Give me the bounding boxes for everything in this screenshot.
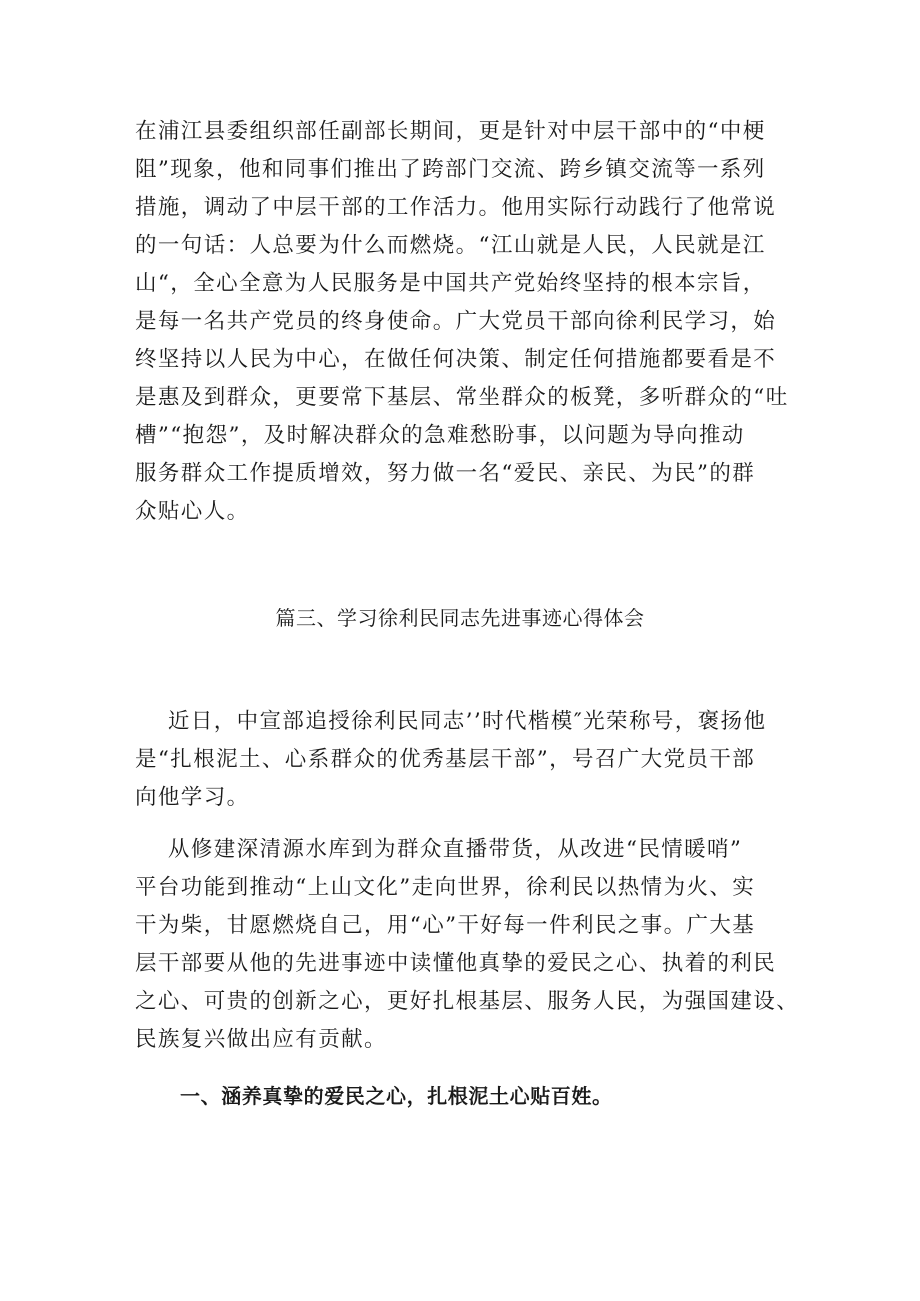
body-text-line: 近日，中宣部追授徐利民同志’’时代楷模″光荣称号，褒扬他 xyxy=(135,709,767,734)
body-text-line: 民族复兴做出应有贡献。 xyxy=(135,1027,387,1052)
subheading: 一、涵养真挚的爱民之心，扎根泥土心贴百姓。 xyxy=(180,1084,613,1108)
body-text-line: 干为柴，甘愿燃烧自己，用“心”干好每一件利民之事。广大基 xyxy=(135,913,756,938)
body-text-line: 层干部要从他的先进事迹中读懂他真挚的爱民之心、执着的利民 xyxy=(135,951,777,976)
body-text-line: 措施，调动了中层干部的工作活力。他用实际行动践行了他常说 xyxy=(135,195,777,220)
body-text-line: 从修建深清源水库到为群众直播带货，从改进“民情暖哨” xyxy=(135,837,743,862)
body-text-line: 的一句话：人总要为什么而燃烧。“江山就是人民，人民就是江 xyxy=(135,233,766,258)
body-text-line: 向他学习。 xyxy=(135,785,250,810)
section-title: 篇三、学习徐利民同志先进事迹心得体会 xyxy=(275,606,645,630)
body-text-line: 阻”现象，他和同事们推出了跨部门交流、跨乡镇交流等一系列 xyxy=(135,157,766,182)
body-text-line: 槽”“抱怨”，及时解决群众的急难愁盼事，以问题为导向推动 xyxy=(135,423,745,448)
body-text-line: 是“扎根泥土、心系群众的优秀基层干部”，号召广大党员干部 xyxy=(135,747,756,772)
body-text-line: 平台功能到推动“上山文化”走向世界，徐利民以热情为火、实 xyxy=(135,875,756,900)
body-text-line: 众贴心人。 xyxy=(135,499,250,524)
body-text-line: 终坚持以人民为中心，在做任何决策、制定任何措施都要看是不 xyxy=(135,347,777,372)
body-text-line: 是惠及到群众，更要常下基层、常坐群众的板凳，多听群众的“吐 xyxy=(135,385,789,410)
body-text-line: 在浦江县委组织部任副部长期间，更是针对中层干部中的“中梗 xyxy=(135,119,766,144)
body-text-line: 服务群众工作提质增效，努力做一名“爱民、亲民、为民”的群 xyxy=(135,461,756,486)
body-text-line: 山“，全心全意为人民服务是中国共产党始终坚持的根本宗旨， xyxy=(135,271,766,296)
body-text-line: 之心、可贵的创新之心，更好扎根基层、服务人民，为强国建设、 xyxy=(135,989,800,1014)
body-text-line: 是每一名共产党员的终身使命。广大党员干部向徐利民学习，始 xyxy=(135,309,777,334)
